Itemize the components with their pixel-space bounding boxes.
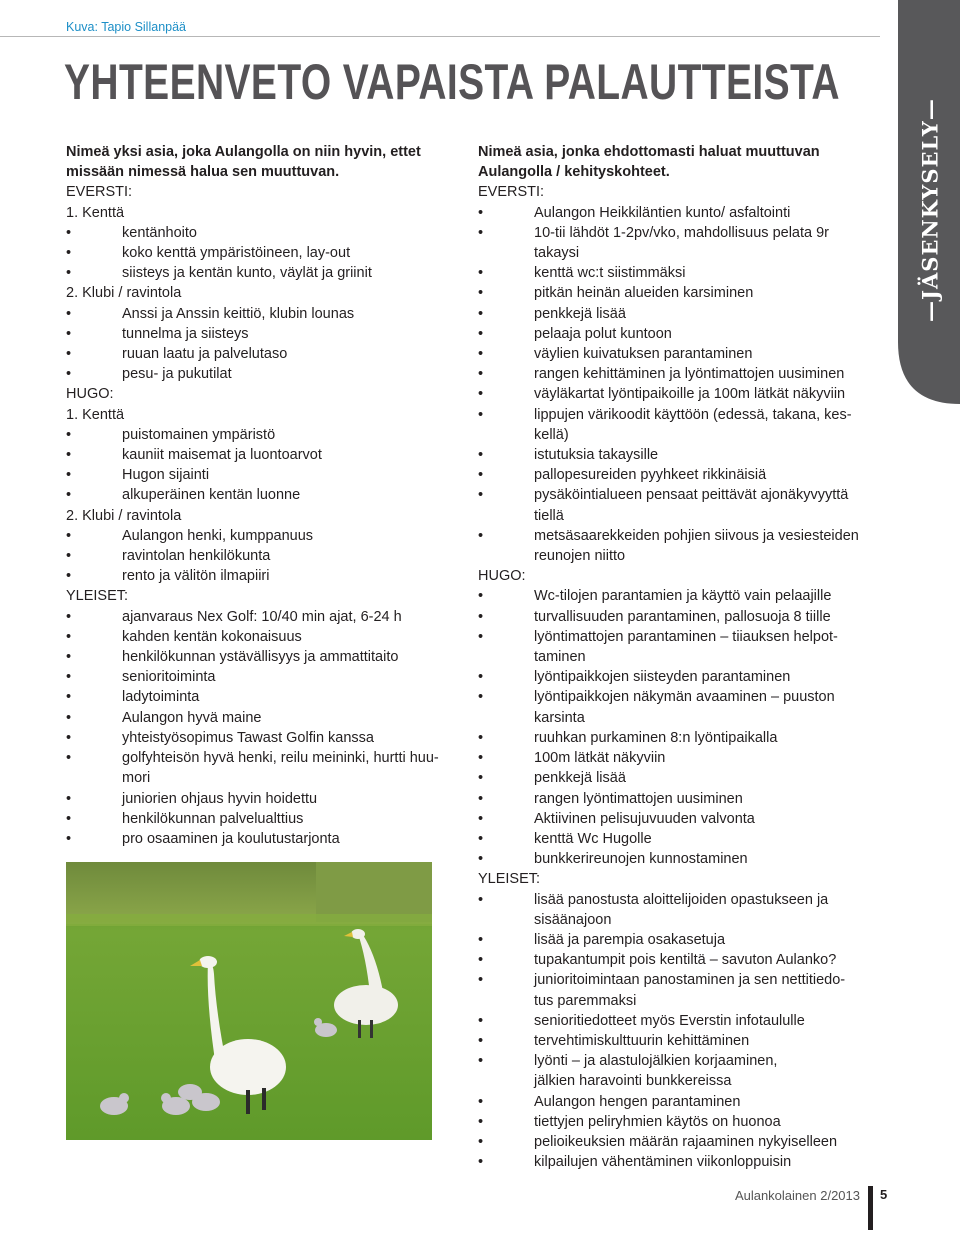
list-item-line: jälkien haravointi bunkkereissa — [534, 1073, 732, 1090]
bullet-icon: • — [478, 750, 484, 767]
list-item-line: metsäsaarekkeiden pohjien siivous ja vesiesteiden — [534, 527, 859, 544]
list-item-text — [122, 425, 460, 445]
list-item-text — [534, 930, 874, 950]
list-item-text — [122, 263, 460, 283]
list-item-line: alkuperäinen kentän luonne — [122, 487, 301, 504]
bullet-icon: • — [66, 709, 72, 726]
bullet-icon: • — [478, 729, 484, 746]
bullet-icon: • — [478, 628, 484, 645]
list-item-line: kilpailujen vähentäminen viikonloppuisin — [534, 1154, 792, 1171]
bullet-icon: • — [478, 1053, 484, 1070]
bullet-icon: • — [478, 790, 484, 807]
list-item — [478, 627, 874, 667]
list-item — [478, 970, 874, 1010]
page-number: 5 — [880, 1187, 888, 1202]
list-item-line: lyönti – ja alastulojälkien korjaaminen, — [534, 1053, 778, 1070]
list-item — [478, 324, 874, 344]
bullet-icon: • — [66, 669, 72, 686]
list-item-text — [122, 627, 460, 647]
bullet-icon: • — [478, 1032, 484, 1049]
list-item — [66, 546, 460, 566]
list-item-line: 100m lätkät näkyviin — [534, 750, 666, 767]
list-item-line: Anssi ja Anssin keittiö, klubin lounas — [122, 305, 355, 322]
list-item-line: turvallisuuden parantaminen, pallosuoja 8 tiille — [534, 608, 831, 625]
list-item-text — [534, 789, 874, 809]
list-item-line: kahden kentän kokonaisuus — [122, 628, 302, 645]
bullet-icon: • — [66, 548, 72, 565]
list-item-text — [122, 364, 460, 384]
bullet-icon: • — [66, 224, 72, 241]
bullet-icon: • — [66, 305, 72, 322]
list-item-text — [534, 607, 874, 627]
bullet-icon: • — [478, 346, 484, 363]
group-label: HUGO: — [478, 568, 526, 585]
list-item — [66, 667, 460, 687]
list-item-line: tunnelma ja siisteys — [122, 325, 249, 342]
list-item-line: kentänhoito — [122, 224, 197, 241]
list-item-line: 10-tii lähdöt 1-2pv/vko, mahdollisuus pelata 9r — [534, 224, 829, 241]
bullet-icon: • — [478, 366, 484, 383]
list-item — [478, 1092, 874, 1112]
list-item — [478, 768, 874, 788]
group-label: YLEISET: — [478, 871, 541, 888]
list-item — [66, 465, 460, 485]
group-label: YLEISET: — [66, 588, 129, 605]
list-item — [478, 789, 874, 809]
list-item — [478, 1152, 874, 1172]
list-item-line: junioritoimintaan panostaminen ja sen nettitiedo- — [534, 972, 846, 989]
list-item-text — [534, 1152, 874, 1172]
list-item-text — [122, 728, 460, 748]
group-label: 2. Klubi / ravintola — [66, 507, 182, 524]
bullet-icon: • — [66, 467, 72, 484]
list-item-text — [534, 1051, 874, 1091]
bullet-icon: • — [478, 1012, 484, 1029]
group-label: 2. Klubi / ravintola — [66, 285, 182, 302]
bullet-icon: • — [66, 649, 72, 666]
footer-bar — [868, 1186, 873, 1230]
list-item-line: Aulangon hengen parantaminen — [534, 1093, 741, 1110]
list-item — [66, 829, 460, 849]
list-item-line: ajanvaraus Nex Golf: 10/40 min ajat, 6-24 h — [122, 608, 402, 625]
list-item-text — [122, 344, 460, 364]
list-item — [478, 667, 874, 687]
list-item-text — [534, 263, 874, 283]
list-item-line: kenttä wc:t siistimmäksi — [534, 265, 686, 282]
list-item-text — [122, 829, 460, 849]
list-item-text — [534, 586, 874, 606]
list-item-text — [534, 728, 874, 748]
list-item-text — [534, 364, 874, 384]
list-item — [478, 607, 874, 627]
bullet-icon: • — [66, 426, 72, 443]
list-item-text — [122, 566, 460, 586]
list-item-text — [534, 687, 874, 727]
list-item-text — [534, 465, 874, 485]
list-item-text — [534, 768, 874, 788]
list-item — [478, 405, 874, 445]
list-item — [66, 445, 460, 465]
list-item — [478, 445, 874, 465]
list-item-text — [534, 1011, 874, 1031]
list-item — [478, 890, 874, 930]
list-item-line: mori — [122, 770, 151, 787]
list-item-text — [122, 324, 460, 344]
list-item — [478, 344, 874, 364]
list-item-text — [122, 708, 460, 728]
list-item — [66, 364, 460, 384]
list-item — [478, 263, 874, 283]
list-item — [478, 728, 874, 748]
list-item-line: taminen — [534, 649, 586, 666]
list-item-text — [122, 485, 460, 505]
list-item-line: karsinta — [534, 709, 585, 726]
list-item-line: väyläkartat lyöntipaikoille ja 100m lätkät näkyviin — [534, 386, 846, 403]
bullet-icon: • — [66, 810, 72, 827]
list-item-text — [534, 344, 874, 364]
list-item — [66, 263, 460, 283]
bullet-icon: • — [478, 487, 484, 504]
right-column — [478, 142, 874, 1172]
list-item-line: Aktiivinen pelisujuvuuden valvonta — [534, 810, 755, 827]
list-item — [478, 304, 874, 324]
list-item — [478, 748, 874, 768]
list-item-text — [122, 304, 460, 324]
group-label: HUGO: — [66, 386, 114, 403]
list-item-line: Hugon sijainti — [122, 467, 210, 484]
list-item — [66, 526, 460, 546]
list-item — [66, 748, 460, 788]
list-item — [478, 849, 874, 869]
list-item — [478, 1112, 874, 1132]
list-item-text — [122, 243, 460, 263]
bullet-icon: • — [478, 972, 484, 989]
list-item — [66, 485, 460, 505]
list-item-line: sisäänajoon — [534, 911, 612, 928]
list-item-line: pysäköintialueen pensaat peittävät ajonäkyvyyttä — [534, 487, 849, 504]
list-item — [478, 283, 874, 303]
list-item-text — [122, 445, 460, 465]
list-item-line: kauniit maisemat ja luontoarvot — [122, 447, 322, 464]
list-item — [478, 950, 874, 970]
list-item-line: kenttä Wc Hugolle — [534, 830, 652, 847]
list-item — [478, 384, 874, 404]
bullet-icon: • — [478, 527, 484, 544]
list-item-line: penkkejä lisää — [534, 770, 626, 787]
list-item-text — [534, 324, 874, 344]
list-item — [66, 708, 460, 728]
bullet-icon: • — [478, 325, 484, 342]
list-item — [478, 465, 874, 485]
list-item-line: lisää panostusta aloittelijoiden opastukseen ja — [534, 891, 829, 908]
list-item-text — [534, 849, 874, 869]
list-item-line: siisteys ja kentän kunto, väylät ja griinit — [122, 265, 372, 282]
list-item-line: rangen lyöntimattojen uusiminen — [534, 790, 743, 807]
bullet-icon: • — [66, 729, 72, 746]
bullet-icon: • — [478, 204, 484, 221]
list-item — [66, 344, 460, 364]
list-item — [478, 364, 874, 384]
bullet-icon: • — [478, 669, 484, 686]
section-heading — [478, 142, 874, 182]
list-item-text — [122, 546, 460, 566]
list-item-line: Aulangon hyvä maine — [122, 709, 262, 726]
list-item-line: ravintolan henkilökunta — [122, 548, 271, 565]
heading-line: Nimeä yksi asia, joka Aulangolla on niin hyvin, ettet — [66, 144, 421, 160]
list-item-line: lyöntipaikkojen näkymän avaaminen – puuston — [534, 689, 835, 706]
bullet-icon: • — [66, 628, 72, 645]
list-item-line: istutuksia takaysille — [534, 447, 659, 464]
photo-credit: Kuva: Tapio Sillanpää — [66, 20, 186, 34]
list-item-line: senioritoiminta — [122, 669, 216, 686]
list-item-line: bunkkerireunojen kunnostaminen — [534, 851, 748, 868]
list-item-line: pesu- ja pukutilat — [122, 366, 232, 383]
list-item-line: Wc-tilojen parantamien ja käyttö vain pelaajille — [534, 588, 832, 605]
list-item-line: reunojen niitto — [534, 548, 626, 565]
bullet-icon: • — [478, 689, 484, 706]
list-item-line: senioritiedotteet myös Everstin infotaululle — [534, 1012, 805, 1029]
list-item — [66, 647, 460, 667]
list-item-text — [534, 748, 874, 768]
list-item — [478, 485, 874, 525]
list-item — [478, 526, 874, 566]
list-item-text — [534, 1092, 874, 1112]
list-item-text — [122, 789, 460, 809]
list-item-line: golfyhteisön hyvä henki, reilu meininki, hurtti huu- — [122, 750, 439, 767]
bullet-icon: • — [478, 305, 484, 322]
bullet-icon: • — [478, 810, 484, 827]
list-item-line: pitkän heinän alueiden karsiminen — [534, 285, 754, 302]
footer-magazine: Aulankolainen 2/2013 — [734, 1188, 860, 1203]
list-item — [66, 243, 460, 263]
bullet-icon: • — [478, 386, 484, 403]
bullet-icon: • — [66, 325, 72, 342]
bullet-icon: • — [478, 1113, 484, 1130]
list-item-text — [534, 304, 874, 324]
list-item-line: pallopesureiden pyyhkeet rikkinäisiä — [534, 467, 767, 484]
list-item-line: tervehtimiskulttuurin kehittäminen — [534, 1032, 750, 1049]
list-item-line: juniorien ohjaus hyvin hoidettu — [122, 790, 318, 807]
list-item-line: tiellä — [534, 507, 564, 524]
list-item — [66, 607, 460, 627]
list-item-line: takaysi — [534, 245, 580, 262]
list-item — [66, 627, 460, 647]
list-item-line: tiettyjen peliryhmien käytös on huonoa — [534, 1113, 781, 1130]
list-item-line: tupakantumpit pois kentiltä – savuton Aulanko? — [534, 952, 837, 969]
header-divider — [0, 36, 880, 37]
list-item — [478, 586, 874, 606]
list-item — [66, 809, 460, 829]
list-item — [66, 789, 460, 809]
bullet-icon: • — [66, 830, 72, 847]
list-item — [478, 203, 874, 223]
list-item-line: puistomainen ympäristö — [122, 426, 276, 443]
swans-illustration — [66, 862, 432, 1140]
list-item-line: Aulangon henki, kumppanuus — [122, 527, 314, 544]
list-item-line: pelaaja polut kuntoon — [534, 325, 672, 342]
list-item-line: Aulangon Heikkiläntien kunto/ asfaltointi — [534, 204, 791, 221]
bullet-icon: • — [478, 1154, 484, 1171]
list-item-line: koko kenttä ympäristöineen, lay-out — [122, 245, 351, 262]
list-item-text — [534, 970, 874, 1010]
section-heading — [66, 142, 460, 182]
list-item-text — [534, 1031, 874, 1051]
list-item — [66, 223, 460, 243]
list-item-line: henkilökunnan ystävällisyys ja ammattitaito — [122, 649, 399, 666]
bullet-icon: • — [478, 891, 484, 908]
list-item-text — [534, 829, 874, 849]
list-item-text — [122, 687, 460, 707]
list-item-text — [534, 526, 874, 566]
list-item-text — [122, 647, 460, 667]
list-item — [66, 566, 460, 586]
swans-photo — [66, 862, 432, 1140]
list-item-line: kellä) — [534, 426, 569, 443]
list-item — [478, 223, 874, 263]
bullet-icon: • — [66, 608, 72, 625]
list-item-text — [534, 445, 874, 465]
list-item-text — [122, 223, 460, 243]
list-item-line: lyöntipaikkojen siisteyden parantaminen — [534, 669, 791, 686]
list-item-text — [534, 283, 874, 303]
list-item-text — [122, 748, 460, 788]
bullet-icon: • — [478, 608, 484, 625]
list-item-text — [534, 890, 874, 930]
list-item-text — [534, 809, 874, 829]
bullet-icon: • — [478, 830, 484, 847]
list-item-line: lippujen värikoodit käyttöön (edessä, takana, kes- — [534, 406, 852, 423]
group-label: 1. Kenttä — [66, 204, 125, 221]
list-item-text — [534, 627, 874, 667]
bullet-icon: • — [66, 790, 72, 807]
bullet-icon: • — [66, 447, 72, 464]
bullet-icon: • — [478, 588, 484, 605]
bullet-icon: • — [66, 366, 72, 383]
list-item-text — [122, 809, 460, 829]
group-label: EVERSTI: — [66, 184, 133, 201]
list-item-text — [534, 485, 874, 525]
list-item — [478, 809, 874, 829]
list-item — [478, 1051, 874, 1091]
list-item-text — [122, 667, 460, 687]
list-item — [478, 930, 874, 950]
list-item — [66, 425, 460, 445]
list-item-text — [534, 203, 874, 223]
list-item-line: lisää ja parempia osakasetuja — [534, 931, 726, 948]
list-item-text — [534, 1132, 874, 1152]
side-tab-label: —JÄSENKYSELY— — [917, 98, 943, 322]
bullet-icon: • — [66, 750, 72, 767]
left-column — [66, 142, 460, 849]
bullet-icon: • — [478, 285, 484, 302]
list-item — [478, 687, 874, 727]
list-item-line: rento ja välitön ilmapiiri — [122, 568, 270, 585]
list-item-text — [534, 950, 874, 970]
bullet-icon: • — [66, 568, 72, 585]
list-item-text — [122, 607, 460, 627]
list-item-line: penkkejä lisää — [534, 305, 626, 322]
bullet-icon: • — [66, 689, 72, 706]
list-item-text — [122, 465, 460, 485]
list-item-line: väylien kuivatuksen parantaminen — [534, 346, 753, 363]
list-item — [66, 304, 460, 324]
bullet-icon: • — [478, 447, 484, 464]
list-item-line: yhteistyösopimus Tawast Golfin kanssa — [122, 729, 374, 746]
list-item-line: tus paremmaksi — [534, 992, 637, 1009]
bullet-icon: • — [66, 346, 72, 363]
list-item — [478, 829, 874, 849]
bullet-icon: • — [478, 265, 484, 282]
bullet-icon: • — [478, 1093, 484, 1110]
list-item — [66, 728, 460, 748]
list-item — [66, 324, 460, 344]
list-item-text — [534, 667, 874, 687]
bullet-icon: • — [478, 770, 484, 787]
bullet-icon: • — [66, 265, 72, 282]
bullet-icon: • — [478, 851, 484, 868]
bullet-icon: • — [478, 931, 484, 948]
group-label: 1. Kenttä — [66, 406, 125, 423]
list-item — [478, 1132, 874, 1152]
bullet-icon: • — [66, 487, 72, 504]
list-item-text — [534, 384, 874, 404]
list-item-line: ruuan laatu ja palvelutaso — [122, 346, 288, 363]
heading-line: Nimeä asia, jonka ehdottomasti haluat muuttuvan — [478, 144, 820, 160]
list-item-line: henkilökunnan palvelualttius — [122, 810, 304, 827]
bullet-icon: • — [66, 245, 72, 262]
list-item — [66, 687, 460, 707]
list-item-line: pelioikeuksien määrän rajaaminen nykyiselleen — [534, 1133, 838, 1150]
list-item-line: ladytoiminta — [122, 689, 200, 706]
list-item-line: lyöntimattojen parantaminen – tiiauksen helpot- — [534, 628, 838, 645]
list-item-text — [534, 405, 874, 445]
heading-line: missään nimessä halua sen muuttuvan. — [66, 164, 340, 181]
heading-line: Aulangolla / kehityskohteet. — [478, 164, 670, 181]
bullet-icon: • — [478, 406, 484, 423]
bullet-icon: • — [66, 527, 72, 544]
bullet-icon: • — [478, 224, 484, 241]
list-item-text — [534, 223, 874, 263]
list-item-line: ruuhkan purkaminen 8:n lyöntipaikalla — [534, 729, 778, 746]
list-item-text — [534, 1112, 874, 1132]
page-title: YHTEENVETO VAPAISTA PALAUTTEISTA — [64, 54, 840, 110]
list-item-line: pro osaaminen ja koulutustarjonta — [122, 830, 340, 847]
list-item — [478, 1031, 874, 1051]
bullet-icon: • — [478, 467, 484, 484]
list-item — [478, 1011, 874, 1031]
group-label: EVERSTI: — [478, 184, 545, 201]
bullet-icon: • — [478, 1133, 484, 1150]
bullet-icon: • — [478, 952, 484, 969]
list-item-text — [122, 526, 460, 546]
list-item-line: rangen kehittäminen ja lyöntimattojen uusiminen — [534, 366, 845, 383]
